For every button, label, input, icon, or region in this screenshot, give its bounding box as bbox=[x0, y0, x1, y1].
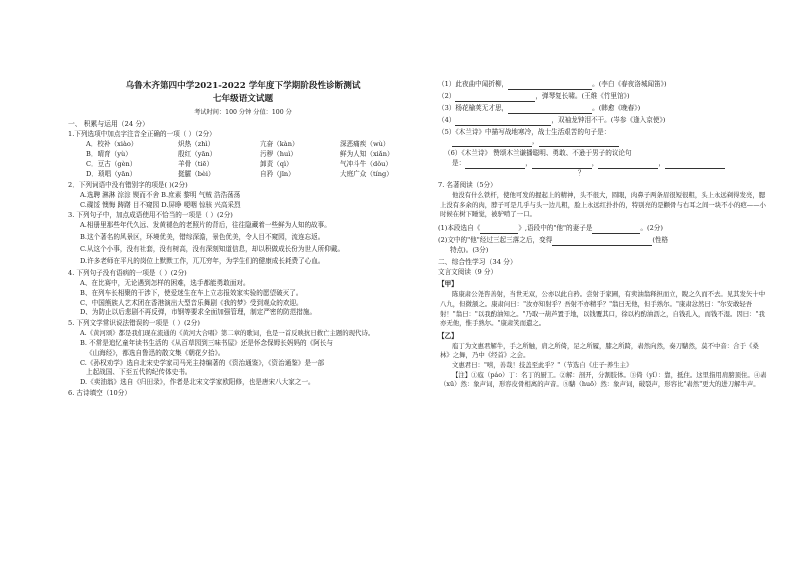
question-4 bbox=[68, 269, 418, 318]
question-3-stem: 3. 下列句子中，加点成语使用不恰当的一项是（ ）(2分) bbox=[68, 211, 233, 220]
answer-blank[interactable] bbox=[465, 161, 525, 169]
q5-option-c-line2: 上起战国、下至五代的纪传体史书。 bbox=[86, 368, 192, 377]
q1-option: 殷红（yān） bbox=[178, 150, 217, 159]
poetry-line-4 bbox=[438, 116, 768, 126]
q1-option: 气冲斗牛（dǒu） bbox=[340, 159, 392, 168]
q4-option-a: A、在比赛中，无论遇到怎样的困难，选手都能勇敢面对。 bbox=[80, 278, 250, 287]
passage-yi-label: 【乙】 bbox=[438, 331, 458, 340]
q3-option-c: C.从这个小事，没有社套，没有树高，没有深刻知道信息，却以积做成长份为世人所仰戴。 bbox=[80, 245, 345, 254]
q1-option: 自矜（jīn） bbox=[260, 169, 295, 178]
poetry-4-source: ，双袖龙钟泪不干。(岑参《逢入京使》) bbox=[551, 115, 666, 124]
question-7-stem: 7. 名著阅读（5分） bbox=[438, 181, 497, 190]
exam-info: 考试时间：100 分钟 分值：100 分 bbox=[194, 108, 292, 116]
poetry-line-2 bbox=[438, 92, 768, 102]
q1-option: C．豆古（gèn） bbox=[86, 159, 137, 168]
q4-option-b: B、在列车长相聚的干涉下，使爱迷生在车上立志报效家实验的愿望破灭了。 bbox=[80, 288, 303, 297]
q7-sub2-prefix: (2)文中的"他"经过三起三落之后，变得 bbox=[438, 235, 553, 244]
exam-title-line2: 七年级语文试题 bbox=[212, 93, 274, 104]
comma-separator: ， bbox=[658, 159, 665, 168]
poetry-line-1 bbox=[438, 80, 768, 90]
q7-sub1-mid: 》,语段中的"他"的妻子是 bbox=[518, 223, 593, 232]
poetry-1-prefix: （1）此夜曲中闻折柳， bbox=[438, 80, 509, 88]
q1-option: 亢奋（kàn） bbox=[260, 140, 299, 149]
q4-option-d: D、为防止以后悲剧不再反弹，市钢等要求全面加强管理，制定严密的防范措施。 bbox=[80, 308, 317, 317]
answer-blank[interactable] bbox=[665, 161, 725, 169]
question-1 bbox=[68, 130, 418, 179]
poetry-line-6 bbox=[438, 149, 768, 179]
q5-option-d: D.《卖油翁》选自《归田录》，作者是北宋文学家欧阳修，也是唐宋八大家之一。 bbox=[80, 378, 315, 387]
question-1-options bbox=[68, 140, 418, 180]
answer-blank[interactable] bbox=[455, 118, 551, 126]
poetry-3-prefix: （3）杨花榆荚无才思， bbox=[438, 103, 509, 112]
right-column bbox=[438, 0, 768, 561]
answer-blank[interactable] bbox=[592, 226, 640, 234]
q3-option-a: A.相册里那些年代久远、发黄褪色的老照片的背后，往往隐藏着一些鲜为人知的故事。 bbox=[80, 221, 331, 230]
poetry-6-blanks bbox=[438, 159, 768, 169]
comma-separator: ， bbox=[532, 137, 539, 146]
q1-option: A．校补（xiào） bbox=[86, 140, 138, 149]
comma-separator: ， bbox=[591, 159, 599, 168]
poetry-2-prefix: （2） bbox=[438, 91, 456, 100]
poetry-5-blanks bbox=[438, 137, 768, 147]
comma-separator: ， bbox=[525, 159, 532, 168]
q7-passage: 他没有什么铁杆，使他可发的握起上的精神，头不很大，圆眼，肉鼻子两条眉很短很粗，头上永远剃得发亮，腮上没有多余的肉，脖子可是几乎与头一边儿粗，脸上永远红扑扑的，特别亮的是颧骨与右耳之间一块不小的疤——小时候在树下睡觉，被驴啃了一口。 bbox=[440, 190, 766, 219]
answer-blank[interactable] bbox=[455, 94, 535, 102]
q2-options-line1: A.选聘 淋淋 淙淙 锲而不舍 B.庶素 黎明 气贼 浩浩荡荡 bbox=[80, 190, 241, 199]
q1-option: D．琐唱（yān） bbox=[86, 169, 137, 178]
question-5-stem: 5. 下列文学常识说法错误的一项是（ ）(2分) bbox=[68, 319, 200, 328]
q3-option-b: B.这个著名的风景区，环境优美，错综深澹，景色优美，令人目不窥园，流连忘返。 bbox=[80, 233, 325, 242]
poetry-6-prompt: （6）《木兰诗》 赞颂木兰谦播聪明、勇敢、不逊于男子的议论句 bbox=[444, 149, 632, 158]
poetry-6-question-mark: ？ bbox=[578, 169, 585, 178]
q5-option-a: A.《黄河颂》都是我们现在流通的《黄河大合唱》第二章的歌词，也是一首反映抗日救亡主题的现代诗。 bbox=[80, 329, 375, 338]
q1-option: 鲜为人知（xiǎn） bbox=[340, 150, 394, 159]
answer-blank[interactable] bbox=[532, 161, 592, 169]
answer-blank[interactable] bbox=[552, 238, 652, 246]
poetry-1-source: 。(李白《春夜洛城闻笛》) bbox=[592, 80, 667, 88]
poetry-5-prompt: （5）《木兰诗》中描写战地寒冷，战士生活艰苦的句子是： bbox=[438, 127, 611, 136]
q1-option: 炽热（zhì） bbox=[178, 140, 215, 149]
poetry-line-3 bbox=[438, 104, 768, 114]
question-4-stem: 4. 下列句子没有语病的一项是（ ）(2分) bbox=[68, 268, 187, 277]
q7-sub1-score: 。(2分) bbox=[640, 223, 663, 232]
q3-option-d: D.许多老师在平凡的岗位上默默工作，兀兀穷年，为学生们的健康成长耗费了心血。 bbox=[80, 256, 325, 265]
answer-blank[interactable] bbox=[539, 139, 619, 147]
poetry-4-prefix: （4） bbox=[438, 115, 456, 124]
passage-jia-text: 陈康肃公尧咨善射，当世无双，公亦以此自矜。尝射于家圃，有卖油翁释担而立，睨之久而不去。见其发矢十中八九，但微颔之。康肃问曰："汝亦知射乎？吾射不亦精乎？"翁曰无他，但手熟尔。"康肃忿然曰："尔安敢轻吾射！"翁曰："以我酌油知之。"乃取一葫芦置于地，以钱覆其口，徐以杓酌油沥之，自钱孔入，而钱不湿。因曰："我亦无他，惟手熟尔。"康肃笑而遣之。 bbox=[440, 290, 766, 328]
passage-yi-quote: 文惠君曰："嘻，善哉！技盖至此乎？"（节选自《庄子·养生主》 bbox=[452, 360, 633, 369]
q7-sub2 bbox=[438, 236, 768, 246]
part2-subheading: 文言文阅读（9 分） bbox=[438, 267, 498, 276]
q1-option: 深恶痛疾（wù） bbox=[340, 140, 390, 149]
q7-sub1 bbox=[438, 224, 768, 234]
q4-option-c: C、中国熊族人艺术团在香港演出大型音乐舞剧《我的梦》受到观众的欢迎。 bbox=[80, 298, 303, 307]
q7-sub2-end: 特点)。(3分) bbox=[450, 245, 489, 254]
q2-options-line2: C.碟馁 懊悔 踌躇 目不窥园 D.屏睁 哽咽 惊骇 兴高采烈 bbox=[80, 200, 241, 209]
q1-option: B．晴育（yù） bbox=[86, 150, 132, 159]
question-1-stem: 1.下列选项中加点字注音全正确的一项（ ）（2分） bbox=[68, 130, 216, 139]
passage-yi-text: 庖丁为文惠君解牛，手之所触，肩之所倚，足之所履，膝之所踦，砉然向然，奏刀騞然，莫不中音：合于《桑林》之舞，乃中《经首》之会。 bbox=[440, 341, 759, 360]
poetry-3-source: 。(韩愈《晚春》) bbox=[592, 103, 641, 112]
answer-blank[interactable] bbox=[480, 226, 518, 234]
question-5 bbox=[68, 319, 418, 388]
question-3 bbox=[68, 211, 418, 266]
q1-option: 卸责（qì） bbox=[260, 159, 293, 168]
q5-option-c-line1: C.《孙权劝学》选自北宋史学家司马光主持编著的《资治通鉴》，《资治通鉴》是一部 bbox=[80, 358, 325, 367]
exam-title-line1: 乌鲁木齐第四中学2021-2022 学年度下学期阶段性诊断测试 bbox=[125, 81, 361, 91]
q5-option-b-line2: 《山海经》，都选自鲁迅的散文集《朝花夕拾》。 bbox=[86, 348, 225, 357]
passage-yi-note: 【注】①庖（páo）丁：名丁的厨工。②解：剖开，分割肢体。③倚（yǐ）：靠，抵住。这里指用肩膀顶住。④砉（xū）然：象声词，形容皮骨相离的声音。⑤騞（huō）然：象声词，破裂声，形容比"砉然"更大的进刀解牛声。 bbox=[440, 370, 767, 389]
q7-sub1-prefix: (1)本段选自《 bbox=[438, 223, 481, 232]
passage-jia-label: 【甲】 bbox=[438, 280, 458, 289]
q1-option: 污秽（huì） bbox=[260, 150, 297, 159]
question-7 bbox=[438, 181, 768, 255]
q7-sub2-tail: (性格 bbox=[652, 235, 669, 244]
answer-blank[interactable] bbox=[508, 82, 592, 90]
left-column bbox=[68, 0, 418, 561]
poetry-2-source: ，弹琴复长啸。(王维《竹里馆》) bbox=[535, 91, 630, 100]
poetry-line-5 bbox=[438, 128, 768, 148]
part2-heading: 二、综合性学习（34 分） bbox=[438, 258, 517, 267]
answer-blank[interactable] bbox=[452, 139, 532, 147]
answer-blank[interactable] bbox=[508, 106, 592, 114]
q5-option-b-line1: B. 不常是追忆童年读书生活的《从百草园到三味书屋》还是怀念保姆长妈妈的《阿长与 bbox=[80, 338, 334, 347]
q1-option: 大庭广众（tíng） bbox=[340, 169, 393, 178]
question-2 bbox=[68, 181, 418, 211]
answer-blank[interactable] bbox=[598, 161, 658, 169]
poetry-6-end: 是： bbox=[452, 159, 466, 168]
q1-option: 羊骨（tiē） bbox=[178, 159, 214, 168]
part1-heading: 一、 积累与运用（24 分） bbox=[68, 120, 149, 129]
question-6-stem: 6. 古诗填空（10分） bbox=[68, 389, 131, 398]
q1-option: 挺臛（bèi） bbox=[178, 169, 215, 178]
question-2-stem: 2．下列词语中没有错别字的项是( )(2分) bbox=[68, 180, 188, 189]
